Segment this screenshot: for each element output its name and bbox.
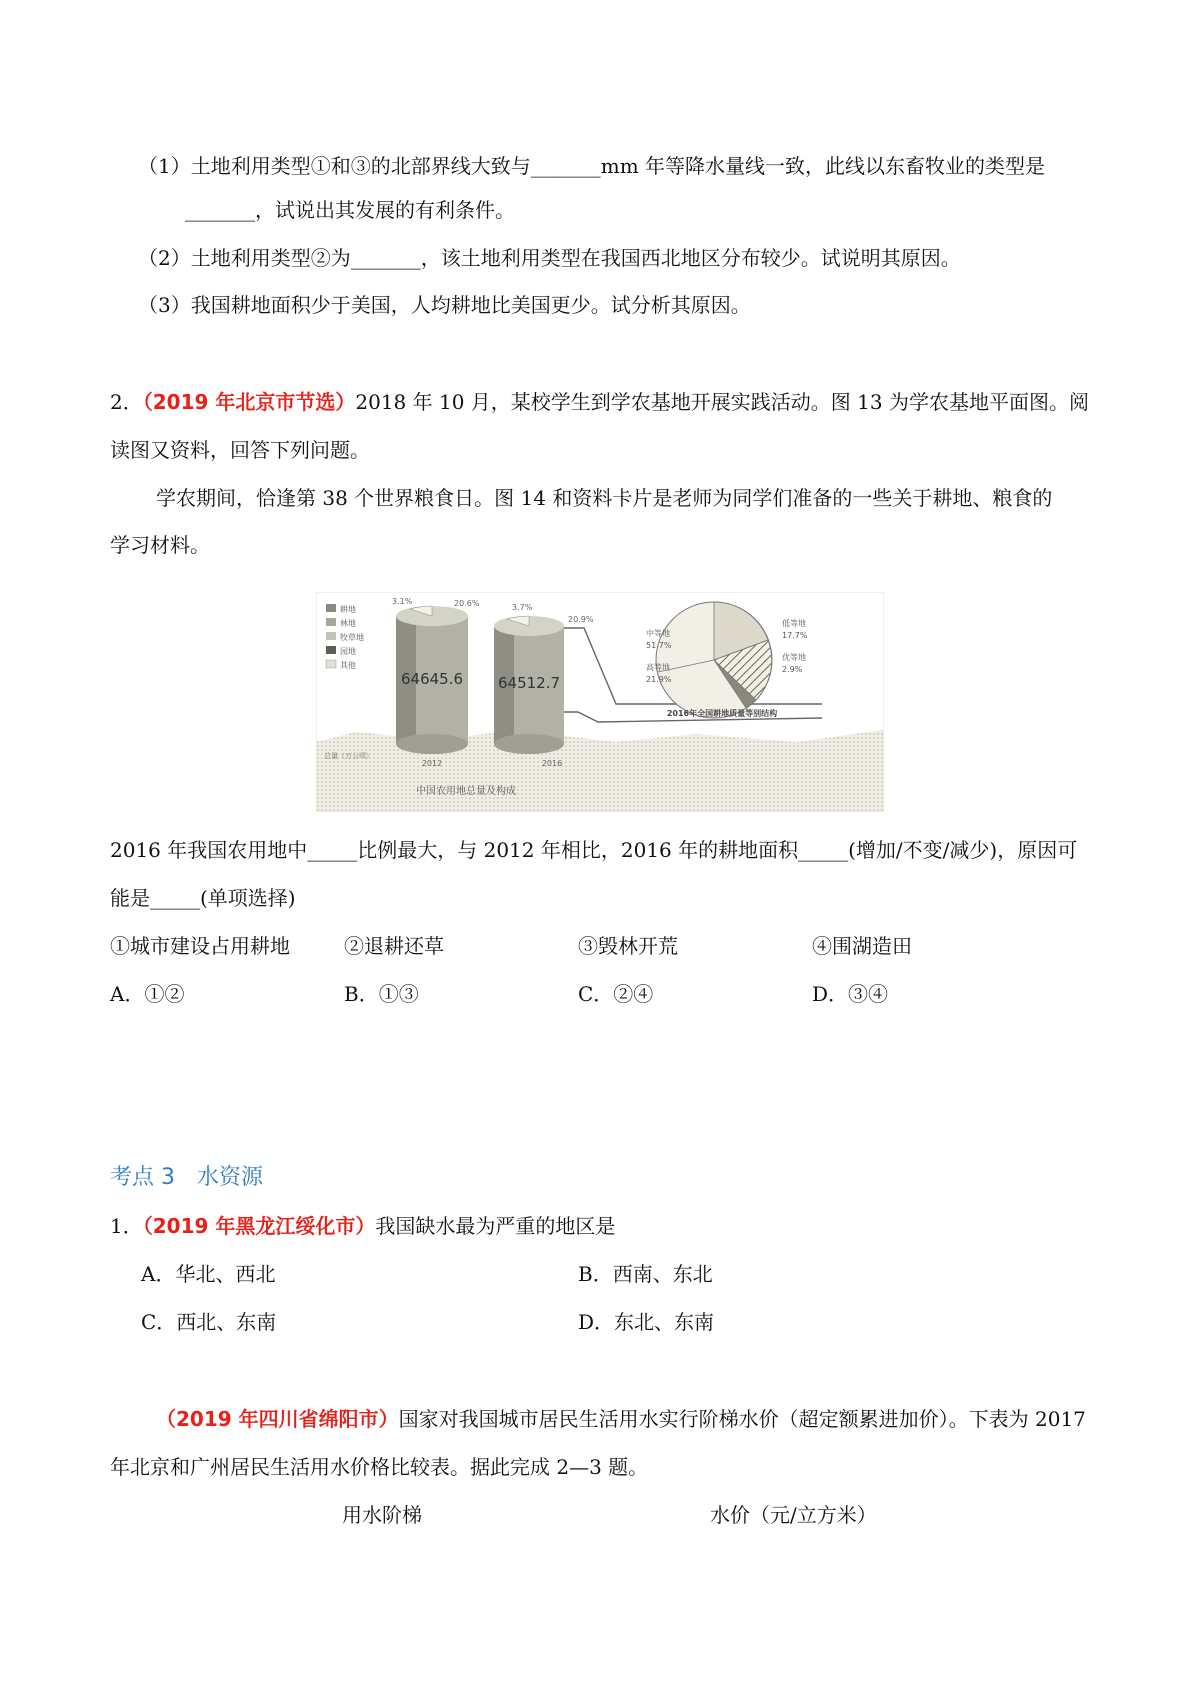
sub-question-3: （3）我国耕地面积少于美国，人均耕地比美国更少。试分析其原因。	[138, 293, 751, 317]
legend-item-3: 园地	[340, 647, 356, 656]
farmland-composition-figure	[316, 592, 884, 812]
section3-question-1	[110, 1212, 615, 1240]
section-heading: 考点 3 水资源	[110, 1165, 263, 1190]
cylinder-2012	[396, 606, 468, 768]
pie-label-low-value: 17.7%	[782, 631, 808, 640]
choice-d: D．东北、东南	[578, 1310, 715, 1334]
question-source: （2019 年北京市节选）	[142, 390, 356, 414]
question-number: 1．	[110, 1214, 143, 1238]
reason-item-4: ④围湖造田	[812, 934, 912, 958]
question-text: 2018 年 10 月，某校学生到学农基地开展实践活动。图 13 为学农基地平面图。阅	[355, 390, 1089, 414]
choice-c: C．西北、东南	[141, 1310, 277, 1334]
legend-item-2: 牧草地	[340, 633, 364, 642]
table-header-price: 水价（元/立方米）	[710, 1503, 877, 1527]
unit-label: 总量（万公顷）	[324, 752, 373, 760]
sub-question-1-line-2: _______，试说出其发展的有利条件。	[185, 198, 515, 222]
legend-item-4: 其他	[340, 661, 356, 670]
choice-b: B．①③	[344, 982, 419, 1006]
question-2-prompt-line-1: 2016 年我国农用地中_____比例最大，与 2012 年相比，2016 年的耕地面积_____(增加/不变/减少)，原因可	[110, 838, 1078, 862]
pct-label-b: 20.6%	[454, 599, 480, 608]
reason-item-2: ②退耕还草	[344, 934, 444, 958]
quality-pie-chart	[656, 602, 772, 718]
material-paragraph-line-2: 学习材料。	[110, 533, 210, 557]
sub-question-1-line-1: （1）土地利用类型①和③的北部界线大致与_______mm 年等降水量线一致，此线以东畜牧业的类型是	[138, 154, 1046, 178]
figure-caption: 中国农用地总量及构成	[416, 786, 516, 797]
pie-label-best: 优等地	[782, 653, 806, 662]
cylinder-2016	[494, 616, 564, 768]
choice-b: B．西南、东北	[578, 1262, 713, 1286]
pie-label-high-value: 21.9%	[646, 675, 672, 684]
question-2-line-2: 读图又资料，回答下列问题。	[110, 438, 370, 462]
cylinder-2012-value: 64645.6	[400, 670, 464, 688]
legend-item-1: 林地	[340, 619, 356, 628]
legend-item-0: 耕地	[340, 605, 356, 614]
question-source: （2019 年黑龙江绥化市）	[142, 1214, 376, 1238]
material-paragraph-line-1: 学农期间，恰逢第 38 个世界粮食日。图 14 和资料卡片是老师为同学们准备的一些关于耕地、粮食的	[156, 486, 1053, 510]
question-2-3-intro-line-2: 年北京和广州居民生活用水价格比较表。据此完成 2—3 题。	[110, 1455, 649, 1479]
table-header-tier: 用水阶梯	[342, 1503, 422, 1527]
pie-label-low: 低等地	[782, 619, 806, 628]
choice-a: A．华北、西北	[141, 1262, 276, 1286]
pie-label-mid-value: 51.7%	[646, 641, 672, 650]
pie-caption: 2016年全国耕地质量等别结构	[666, 709, 778, 718]
question-text: 我国缺水最为严重的地区是	[375, 1214, 616, 1238]
cylinder-2012-year: 2012	[421, 759, 443, 768]
question-text: 国家对我国城市居民生活用水实行阶梯水价（超定额累进加价）。下表为 2017	[398, 1407, 1086, 1431]
question-source: （2019 年四川省绵阳市）	[156, 1407, 399, 1431]
pct-label-c: 3.7%	[512, 603, 533, 612]
question-2-line-1	[110, 388, 1089, 416]
question-number: 2．	[110, 390, 143, 414]
sub-question-2: （2）土地利用类型②为_______，该土地利用类型在我国西北地区分布较少。试说明其原因。	[138, 246, 961, 270]
reason-item-1: ①城市建设占用耕地	[110, 934, 290, 958]
reason-item-3: ③毁林开荒	[578, 934, 678, 958]
pct-label-d: 20.9%	[568, 615, 594, 624]
choice-d: D．③④	[812, 982, 889, 1006]
choice-c: C．②④	[578, 982, 654, 1006]
pie-label-high: 高等地	[646, 663, 670, 672]
choice-a: A．①②	[110, 982, 185, 1006]
question-2-3-intro-line-1	[156, 1405, 1086, 1433]
pie-label-best-value: 2.9%	[782, 665, 803, 674]
cylinder-2016-year: 2016	[541, 759, 563, 768]
pct-label-a: 3.1%	[392, 597, 413, 606]
pie-label-mid: 中等地	[646, 629, 670, 638]
question-2-prompt-line-2: 能是_____(单项选择)	[110, 886, 296, 910]
cylinder-2016-value: 64512.7	[497, 674, 561, 692]
